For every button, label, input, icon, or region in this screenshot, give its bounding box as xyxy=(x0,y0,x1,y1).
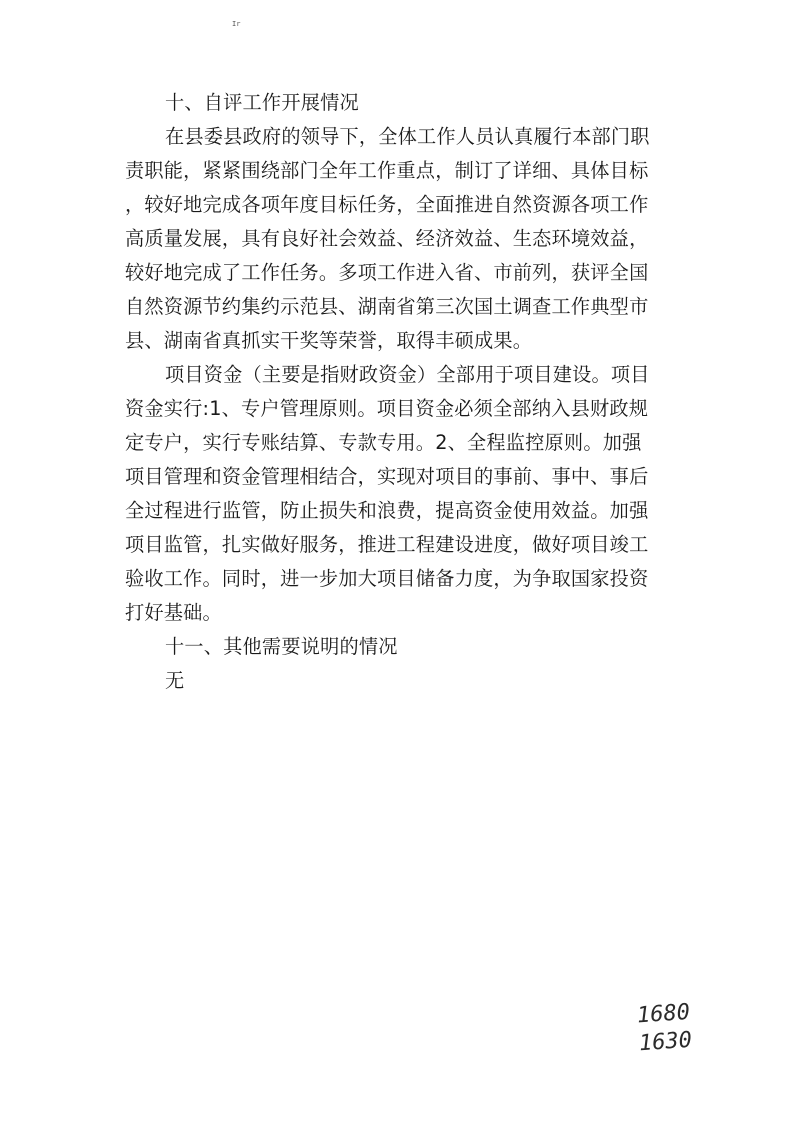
paragraph-other-notes xyxy=(125,664,645,698)
text-line: 打好基础。 xyxy=(125,601,222,624)
text-line: 较好地完成了工作任务。多项工作进入省、市前列，获评全国 xyxy=(125,261,649,284)
text-line: 项目监管，扎实做好服务，推进工程建设进度，做好项目竣工 xyxy=(125,533,649,556)
scan-mark: Ir xyxy=(232,20,241,28)
text-line: 自然资源节约集约示范县、湖南省第三次国土调查工作典型市 xyxy=(125,295,649,318)
text-line: ，较好地完成各项年度目标任务，全面推进自然资源各项工作 xyxy=(125,193,649,216)
handwritten-number: 1630 xyxy=(638,1027,693,1057)
handwritten-page-numbers xyxy=(636,998,710,1059)
paragraph-project-funds xyxy=(125,358,650,630)
document-body xyxy=(125,86,650,698)
text-line: 在县委县政府的领导下，全体工作人员认真履行本部门职 xyxy=(165,125,650,148)
section-heading-11: 十一、其他需要说明的情况 xyxy=(165,635,398,658)
text-line: 资金实行:1、专户管理原则。项目资金必须全部纳入县财政规 xyxy=(125,397,649,420)
text-line: 县、湖南省真抓实干奖等荣誉，取得丰硕成果。 xyxy=(125,329,533,352)
paragraph-self-evaluation xyxy=(125,120,650,358)
text-line: 定专户，实行专账结算、专款专用。2、全程监控原则。加强 xyxy=(125,431,642,454)
handwritten-number: 1680 xyxy=(636,999,691,1029)
text-line: 责职能，紧紧围绕部门全年工作重点，制订了详细、具体目标 xyxy=(125,159,649,182)
text-line: 高质量发展，具有良好社会效益、经济效益、生态环境效益， xyxy=(125,227,649,250)
text-line: 全过程进行监管，防止损失和浪费，提高资金使用效益。加强 xyxy=(125,499,649,522)
text-line: 项目管理和资金管理相结合，实现对项目的事前、事中、事后 xyxy=(125,465,649,488)
text-line: 验收工作。同时，进一步加大项目储备力度，为争取国家投资 xyxy=(125,567,649,590)
text-line: 无 xyxy=(165,669,185,692)
text-line: 项目资金（主要是指财政资金）全部用于项目建设。项目 xyxy=(165,363,650,386)
section-heading-10: 十、自评工作开展情况 xyxy=(165,91,359,114)
